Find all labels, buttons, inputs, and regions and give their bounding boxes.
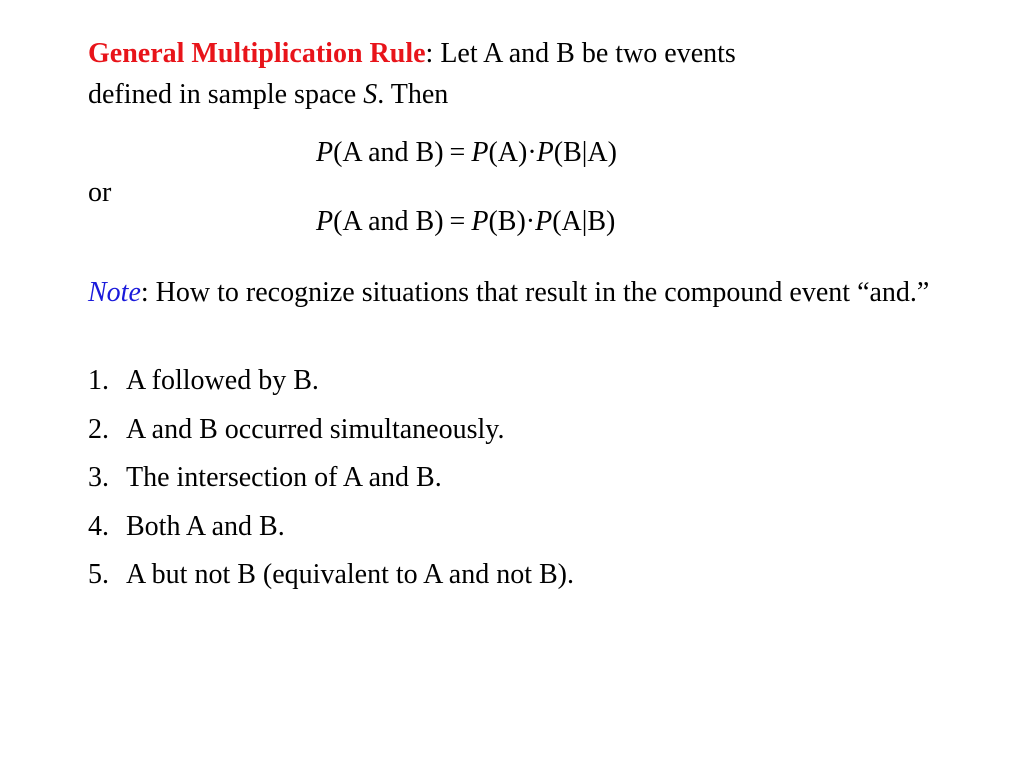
rule-paragraph bbox=[88, 33, 948, 115]
list-item-number: 4. bbox=[88, 510, 109, 542]
formula-1 bbox=[316, 136, 617, 170]
rule-text-line2-before: defined in sample space bbox=[88, 79, 364, 110]
list-item-text: The intersection of A and B. bbox=[126, 462, 442, 494]
list-item bbox=[88, 454, 574, 503]
formula-2-arg2: (B) bbox=[488, 206, 526, 237]
formula-1-eq: = bbox=[449, 137, 466, 168]
formula-1-p2: P bbox=[471, 137, 489, 168]
formula-1-p1: P bbox=[316, 137, 334, 168]
formula-2-eq: = bbox=[449, 206, 466, 237]
list-item-text: A but not B (equivalent to A and not B). bbox=[126, 559, 574, 591]
formula-2-p2: P bbox=[471, 206, 489, 237]
list-item-text: Both A and B. bbox=[126, 510, 285, 542]
formula-1-p3: P bbox=[536, 137, 554, 168]
and-situations-list bbox=[88, 357, 574, 600]
list-item-number: 3. bbox=[88, 462, 109, 494]
formula-1-arg2: (A) bbox=[488, 137, 528, 168]
rule-text-line1: Let A and B be two events bbox=[433, 38, 736, 69]
rule-colon: : bbox=[425, 38, 434, 69]
formula-2 bbox=[316, 205, 615, 239]
list-item bbox=[88, 357, 574, 406]
list-item-text: A followed by B. bbox=[126, 365, 319, 396]
note-paragraph bbox=[88, 272, 948, 313]
formula-1-arg1: (A and B) bbox=[333, 137, 444, 168]
formula-2-arg3: (A|B) bbox=[552, 206, 616, 237]
list-item-text: A and B occurred simultaneously. bbox=[126, 413, 505, 445]
rule-title: General Multiplication Rule bbox=[88, 38, 426, 69]
note-text: : How to recognize situations that result in the compound event “and.” bbox=[140, 277, 930, 308]
formula-1-dot: · bbox=[527, 137, 537, 168]
list-item bbox=[88, 406, 574, 455]
formula-2-dot: · bbox=[525, 206, 536, 237]
formula-2-p1: P bbox=[316, 206, 334, 237]
formula-2-p3: P bbox=[535, 206, 553, 237]
formula-2-arg1: (A and B) bbox=[333, 206, 444, 237]
list-item-number: 5. bbox=[88, 559, 109, 591]
rule-text-line2-after: . Then bbox=[377, 79, 449, 110]
formula-1-arg3: (B|A) bbox=[553, 137, 617, 168]
list-item-number: 1. bbox=[88, 365, 109, 396]
note-label: Note bbox=[88, 277, 141, 308]
list-item bbox=[88, 503, 574, 552]
list-item bbox=[88, 551, 574, 600]
or-text: or bbox=[88, 177, 112, 208]
sample-space-symbol: S bbox=[363, 79, 378, 110]
list-item-number: 2. bbox=[88, 413, 109, 445]
